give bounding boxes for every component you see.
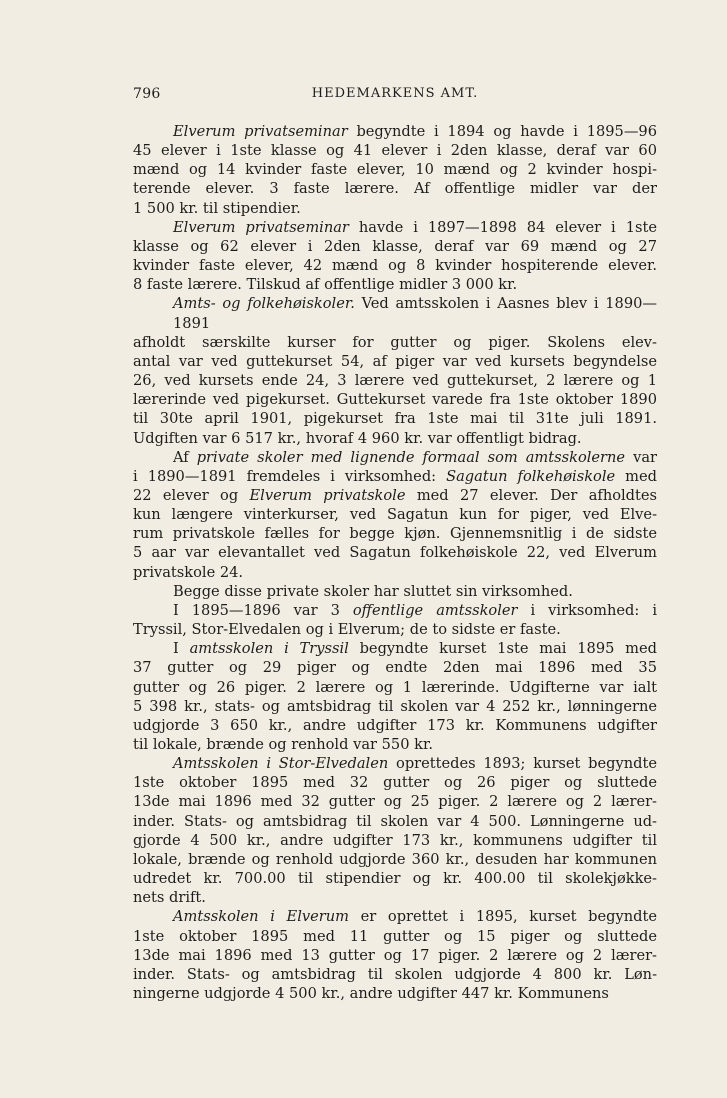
text-run: I 1895—1896 var 3: [173, 601, 353, 619]
text-run: til 30te april 1901, pigekurset fra 1ste mai til 31te juli 1891.: [133, 410, 657, 428]
page-header: [133, 86, 657, 106]
text-line: [133, 448, 657, 467]
text-run: begyndte i 1894 og havde i 1895—96: [347, 123, 658, 140]
text-run: Af: [173, 448, 197, 466]
text-run: 45 elever i 1ste klasse og 41 elever i 2den klasse, deraf var 60: [133, 142, 657, 160]
text-line: [133, 697, 657, 716]
italic-text: private skoler med lignende formaal som amtsskolerne: [196, 448, 626, 466]
paragraph: [133, 601, 657, 639]
text-line: [133, 122, 657, 141]
text-line: [133, 678, 657, 697]
text-line: [133, 831, 657, 850]
text-line: [133, 812, 657, 831]
text-run: 37 gutter og 29 piger og endte 2den mai 1896 med 35: [133, 659, 657, 677]
text-run: begyndte kurset 1ste mai 1895 med: [348, 640, 657, 658]
text-line: [133, 946, 657, 965]
text-line: [133, 333, 657, 352]
italic-text: Amtsskolen i Elverum: [173, 908, 349, 926]
italic-text: Elverum privatskole: [249, 486, 406, 504]
text-run: afholdt særskilte kurser for gutter og piger. Skolens elev-: [133, 333, 657, 351]
text-line: [133, 735, 657, 754]
text-line: [133, 371, 657, 390]
text-run: oprettedes 1893; kurset begyndte: [388, 755, 657, 773]
text-run: 5 398 kr., stats- og amtsbidrag til skolen var 4 252 kr., lønningerne: [133, 697, 657, 715]
text-line: [133, 409, 657, 428]
text-run: med 27 elever. Der afholdtes: [405, 486, 658, 504]
text-run: 1ste oktober 1895 med 11 gutter og 15 piger og sluttede: [133, 927, 657, 945]
text-run: udredet kr. 700.00 til stipendier og kr. 400.00 til skolekjøkke-: [133, 870, 657, 888]
text-line: [133, 601, 657, 620]
italic-text: amtsskolen i Tryssil: [189, 640, 349, 658]
text-line: [133, 467, 657, 486]
text-run: I: [173, 640, 190, 658]
text-run: rum privatskole fælles for begge kjøn. Gjennemsnitlig i de sidste: [133, 525, 657, 543]
text-line: [133, 888, 657, 907]
text-run: Udgiften var 6 517 kr., hvoraf 4 960 kr. var offentligt bidrag.: [133, 429, 582, 447]
paragraph: [133, 448, 657, 582]
text-run: Tryssil, Stor-Elvedalen og i Elverum; de to sidste er faste.: [133, 621, 561, 639]
text-run: ningerne udgjorde 4 500 kr., andre udgifter 447 kr. Kommunens: [133, 985, 609, 1003]
page-number: 796: [133, 86, 161, 102]
text-run: 13de mai 1896 med 32 gutter og 25 piger. 2 lærere og 2 lærer-: [133, 793, 657, 811]
text-line: [133, 352, 657, 371]
text-run: 8 faste lærere. Tilskud af offentlige midler 3 000 kr.: [133, 276, 518, 294]
text-run: inder. Stats- og amtsbidrag til skolen udgjorde 4 800 kr. Løn-: [133, 965, 657, 983]
text-line: [133, 179, 657, 198]
paragraph: [133, 639, 657, 754]
text-run: 13de mai 1896 med 13 gutter og 17 piger. 2 lærere og 2 lærer-: [133, 946, 657, 964]
italic-text: Elverum privatseminar: [173, 218, 349, 236]
text-run: 1ste oktober 1895 med 32 gutter og 26 piger og sluttede: [133, 774, 657, 792]
text-line: [133, 160, 657, 179]
text-line: [133, 429, 657, 448]
paragraph: [133, 294, 657, 447]
text-line: [133, 237, 657, 256]
italic-text: Elverum privatseminar: [173, 123, 348, 140]
text-line: [133, 294, 657, 332]
body-text: [133, 122, 657, 1003]
text-run: 1 500 kr. til stipendier.: [133, 199, 301, 217]
text-run: privatskole 24.: [133, 563, 244, 581]
text-run: udgjorde 3 650 kr., andre udgifter 173 kr. Kommunens udgifter: [133, 716, 657, 734]
paragraph: [133, 754, 657, 907]
text-run: antal var ved guttekurset 54, af piger var ved kursets begyndelse: [133, 352, 657, 370]
text-run: terende elever. 3 faste lærere. Af offentlige midler var der: [133, 180, 657, 198]
text-line: [133, 563, 657, 582]
text-run: i virksomhed: i: [517, 601, 657, 619]
text-line: [133, 773, 657, 792]
text-line: [133, 754, 657, 773]
text-run: Ved amtsskolen i Aasnes blev i 1890—1891: [173, 295, 657, 332]
text-run: lokale, brænde og renhold udgjorde 360 kr., desuden har kommunen: [133, 850, 657, 868]
text-line: [133, 256, 657, 275]
text-line: [133, 984, 657, 1003]
text-line: [133, 639, 657, 658]
text-line: [133, 275, 657, 294]
italic-text: Amts- og folkehøiskoler.: [173, 295, 355, 313]
text-run: inder. Stats- og amtsbidrag til skolen var 4 500. Lønningerne ud-: [133, 812, 657, 830]
text-run: gjorde 4 500 kr., andre udgifter 173 kr., kommunens udgifter til: [133, 831, 657, 849]
text-run: i 1890—1891 fremdeles i virksomhed:: [133, 467, 447, 485]
italic-text: Sagatun folkehøiskole: [446, 467, 616, 485]
text-run: kvinder faste elever, 42 mænd og 8 kvinder hospiterende elever.: [133, 257, 657, 275]
text-line: [133, 543, 657, 562]
italic-text: offentlige amtsskoler: [352, 601, 518, 619]
paragraph: [133, 218, 657, 295]
text-line: [133, 141, 657, 160]
text-line: [133, 524, 657, 543]
text-run: er oprettet i 1895, kurset begyndte: [348, 908, 657, 926]
text-run: kun længere vinterkurser, ved Sagatun kun for piger, ved Elve-: [133, 506, 657, 524]
running-head: HEDEMARKENS AMT.: [311, 86, 479, 101]
text-run: havde i 1897—1898 84 elever i 1ste: [348, 218, 657, 236]
text-run: nets drift.: [133, 889, 206, 907]
text-line: [133, 505, 657, 524]
text-line: [133, 907, 657, 926]
text-line: [133, 218, 657, 237]
text-run: 5 aar var elevantallet ved Sagatun folkehøiskole 22, ved Elverum: [133, 544, 657, 562]
text-line: [133, 486, 657, 505]
text-line: [133, 620, 657, 639]
text-line: [133, 582, 657, 601]
text-line: [133, 927, 657, 946]
text-run: Begge disse private skoler har sluttet sin virksomhed.: [173, 582, 573, 600]
paragraph: [133, 907, 657, 1003]
text-run: mænd og 14 kvinder faste elever, 10 mænd og 2 kvinder hospi-: [133, 161, 657, 179]
text-line: [133, 850, 657, 869]
text-line: [133, 658, 657, 677]
text-line: [133, 869, 657, 888]
text-run: klasse og 62 elever i 2den klasse, deraf var 69 mænd og 27: [133, 237, 657, 255]
text-line: [133, 716, 657, 735]
paragraph: [133, 122, 657, 218]
text-run: 22 elever og: [133, 486, 250, 504]
text-run: med: [615, 467, 657, 485]
italic-text: Amtsskolen i Stor-Elvedalen: [173, 755, 389, 773]
text-run: 26, ved kursets ende 24, 3 lærere ved guttekurset, 2 lærere og 1: [133, 372, 657, 390]
text-run: gutter og 26 piger. 2 lærere og 1 lærerinde. Udgifterne var ialt: [133, 678, 657, 696]
text-run: var: [625, 448, 657, 466]
text-line: [133, 792, 657, 811]
text-line: [133, 965, 657, 984]
text-run: lærerinde ved pigekurset. Guttekurset varede fra 1ste oktober 1890: [133, 391, 657, 409]
text-run: til lokale, brænde og renhold var 550 kr.: [133, 736, 433, 753]
paragraph: [133, 582, 657, 601]
text-line: [133, 199, 657, 218]
text-line: [133, 390, 657, 409]
